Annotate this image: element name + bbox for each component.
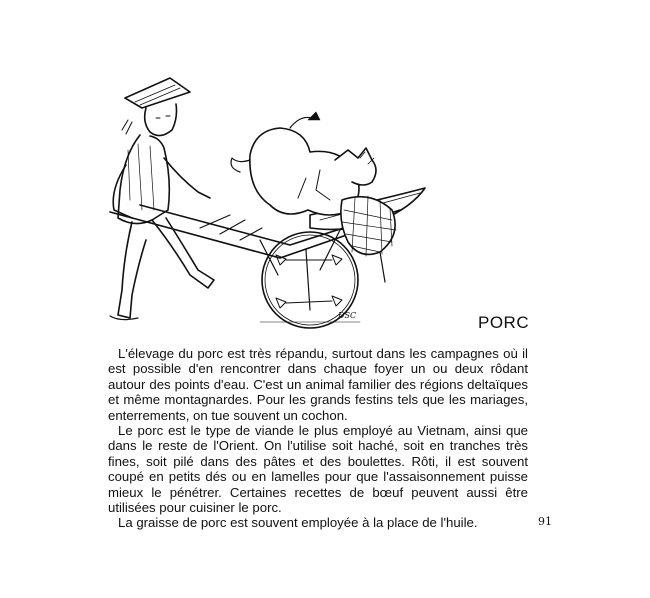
- paragraph-viande: Le porc est le type de viande le plus employé au Vietnam, ainsi que dans le reste de l'Orient. On l'utilise soit haché, soit en tranches très fines, soit pilé dans des pâtes et des boulettes. Rôti, il est souvent coupé en petits dés ou en lamelles pour que l'assaisonnement puisse mieux le pénétrer. Certaines recettes de bœuf peuvent aussi être utilisées pour cuisiner le porc.: [108, 423, 528, 516]
- artist-signature: ĐSC: [338, 311, 357, 320]
- paragraph-elevage: L'élevage du porc est très répandu, surtout dans les campagnes où il est possible d'en rencontrer dans chaque foyer un ou deux rôdant autour des points d'eau. C'est un animal familier des régions deltaïques et même montagnardes. Pour les grands festins tels que les mariages, enterrements, on tue souvent un cochon.: [108, 346, 528, 423]
- section-title: PORC: [478, 313, 530, 332]
- porc-illustration: [80, 60, 460, 335]
- paragraph-graisse: La graisse de porc est souvent employée à la place de l'huile.: [118, 515, 478, 531]
- page-number: 91: [538, 515, 552, 528]
- article-body: [108, 346, 528, 531]
